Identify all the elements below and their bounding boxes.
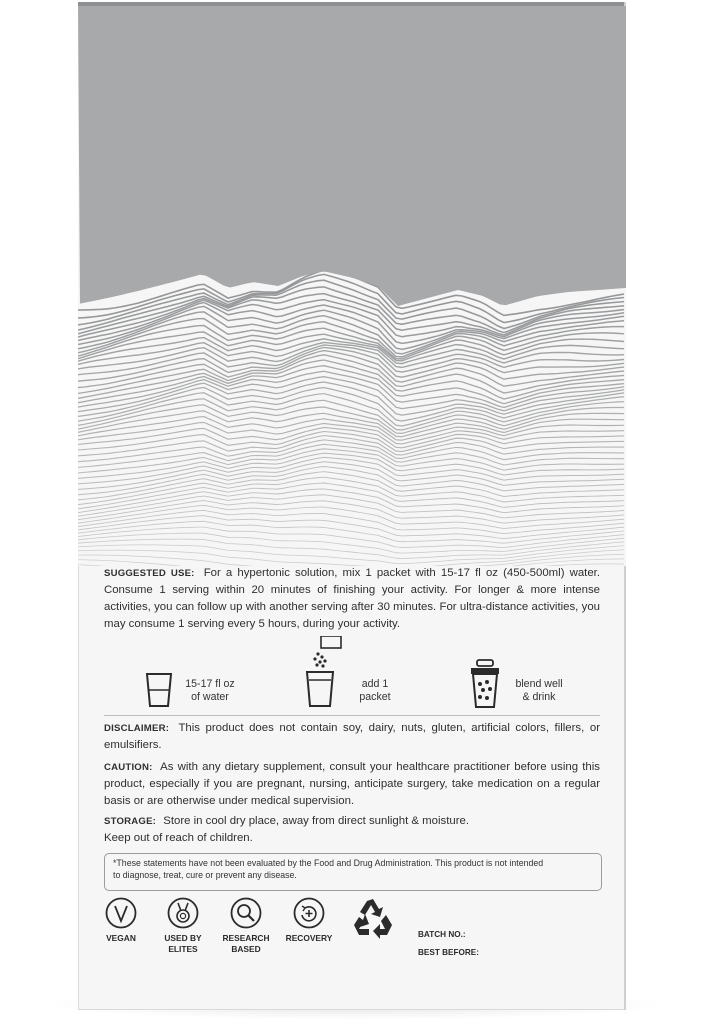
shaker-icon xyxy=(468,658,502,710)
caution-text: As with any dietary supplement, consult your healthcare practitioner before using this product, especially if you are pregnant, nursing, anticipate surgery, take medication on a regular basis or are otherwise under medical supervision. xyxy=(104,761,600,807)
product-box-back xyxy=(78,2,626,1010)
fda-statement-box xyxy=(104,853,602,891)
mountain-line-art xyxy=(78,6,626,566)
badge-elites-line1: USED BY xyxy=(164,933,202,943)
magnifier-icon xyxy=(230,897,262,929)
step-blend-line2: & drink xyxy=(522,691,556,703)
step-blend xyxy=(466,642,586,712)
recovery-icon xyxy=(293,897,325,929)
badge-used-by-elites xyxy=(158,897,208,955)
badge-recovery xyxy=(284,897,334,944)
suggested-use-section xyxy=(104,565,600,633)
pour-packet-icon xyxy=(304,636,344,708)
fda-statement-line2: to diagnose, treat, cure or prevent any disease. xyxy=(113,870,297,880)
suggested-use-label: SUGGESTED USE: xyxy=(104,568,195,579)
badge-vegan xyxy=(96,897,146,944)
recycle-icon xyxy=(350,895,396,946)
badge-vegan-label: VEGAN xyxy=(106,933,136,943)
badge-recovery-label: RECOVERY xyxy=(285,933,333,943)
suggested-use-text: For a hypertonic solution, mix 1 packet with 15-17 fl oz (450-500ml) water. Consume 1 serving within 20 minutes of finishing your activity. For longer & more intense activities, you can follow up with another serving after 30 minutes. For ultra-distance activities, you may consume 1 serving every 5 hours, during your activity. xyxy=(104,567,600,630)
caution-section xyxy=(104,759,600,810)
step-blend-line1: blend well xyxy=(515,678,563,690)
badge-research-line1: RESEARCH xyxy=(222,933,270,943)
storage-line1: Store in cool dry place, away from direct sunlight & moisture. xyxy=(163,815,470,827)
step-water-line2: of water xyxy=(191,691,229,703)
step-packet-line1: add 1 xyxy=(361,678,389,690)
badge-research-based xyxy=(221,897,271,955)
storage-section xyxy=(104,813,600,847)
step-water-caption xyxy=(176,678,244,704)
storage-line2: Keep out of reach of children. xyxy=(104,832,253,844)
section-divider xyxy=(104,715,600,716)
vegan-icon xyxy=(105,897,137,929)
badge-research-label xyxy=(221,933,271,955)
storage-label: STORAGE: xyxy=(104,816,157,827)
glass-icon xyxy=(144,672,174,708)
step-blend-caption xyxy=(506,678,572,704)
fda-statement-line1: *These statements have not been evaluated by the Food and Drug Administration. This product is not intended xyxy=(113,858,544,868)
step-water xyxy=(138,642,248,712)
step-water-line1: 15-17 fl oz xyxy=(185,678,235,690)
caution-label: CAUTION: xyxy=(104,762,153,773)
badge-research-line2: BASED xyxy=(231,944,261,954)
best-before-label: BEST BEFORE: xyxy=(418,948,479,957)
step-packet-line2: packet xyxy=(359,691,391,703)
mountain-line-art-svg xyxy=(78,6,626,566)
batch-number-label: BATCH NO.: xyxy=(418,930,466,939)
badge-elites-line2: ELITES xyxy=(168,944,198,954)
disclaimer-label: DISCLAIMER: xyxy=(104,723,170,734)
badge-elites-label xyxy=(158,933,208,955)
disclaimer-section xyxy=(104,720,600,754)
medal-icon xyxy=(167,897,199,929)
step-packet xyxy=(300,642,420,712)
disclaimer-text: This product does not contain soy, dairy, nuts, gluten, artificial colors, fillers, or emulsifiers. xyxy=(104,722,600,751)
step-packet-caption xyxy=(344,678,406,704)
